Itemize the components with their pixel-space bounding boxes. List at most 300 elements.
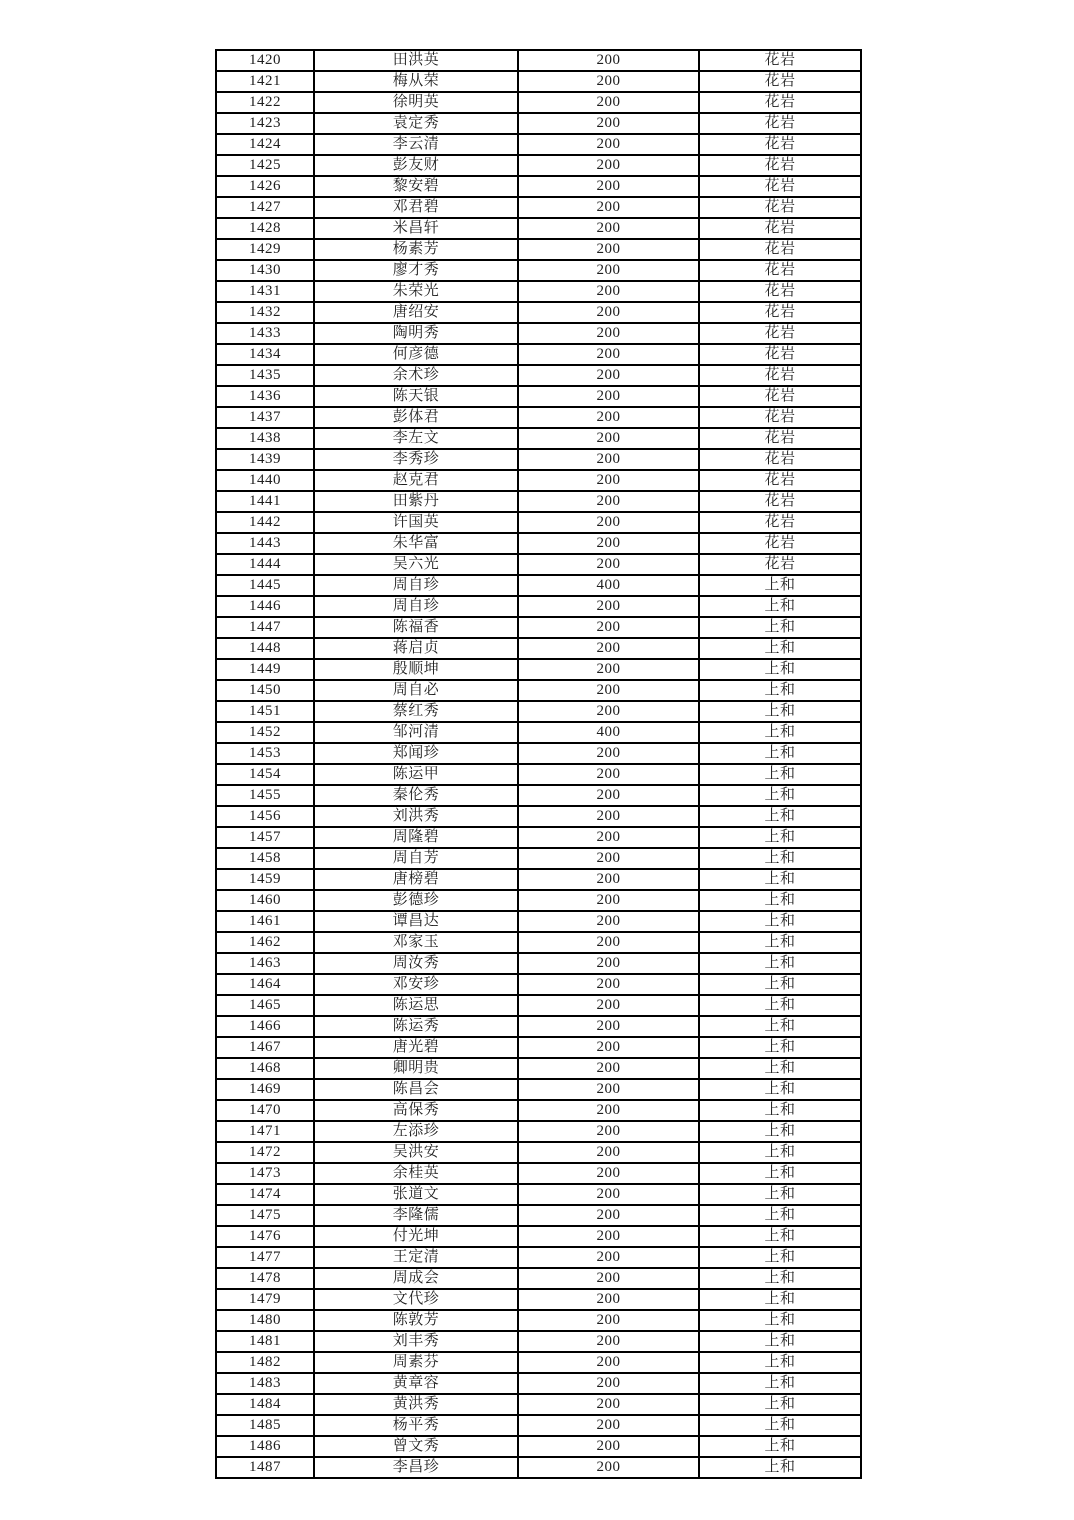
table-row bbox=[216, 197, 861, 218]
village-cell: 上和 bbox=[699, 1373, 861, 1394]
village-cell: 上和 bbox=[699, 701, 861, 722]
village-cell: 花岩 bbox=[699, 365, 861, 386]
serial-number-cell: 1481 bbox=[216, 1331, 314, 1352]
table-row bbox=[216, 575, 861, 596]
village-cell: 上和 bbox=[699, 1100, 861, 1121]
person-name-cell: 吴六光 bbox=[314, 554, 518, 575]
village-cell: 上和 bbox=[699, 1415, 861, 1436]
table-row bbox=[216, 470, 861, 491]
table-row bbox=[216, 1394, 861, 1415]
village-cell: 花岩 bbox=[699, 155, 861, 176]
person-name-cell: 周自珍 bbox=[314, 575, 518, 596]
village-cell: 花岩 bbox=[699, 386, 861, 407]
serial-number-cell: 1427 bbox=[216, 197, 314, 218]
amount-cell: 200 bbox=[518, 470, 699, 491]
serial-number-cell: 1451 bbox=[216, 701, 314, 722]
village-cell: 花岩 bbox=[699, 407, 861, 428]
amount-cell: 200 bbox=[518, 1163, 699, 1184]
table-row bbox=[216, 785, 861, 806]
table-row bbox=[216, 743, 861, 764]
person-name-cell: 黄洪秀 bbox=[314, 1394, 518, 1415]
amount-cell: 200 bbox=[518, 218, 699, 239]
amount-cell: 200 bbox=[518, 1289, 699, 1310]
serial-number-cell: 1424 bbox=[216, 134, 314, 155]
amount-cell: 200 bbox=[518, 491, 699, 512]
person-name-cell: 邹河清 bbox=[314, 722, 518, 743]
table-row bbox=[216, 1457, 861, 1478]
amount-cell: 200 bbox=[518, 1016, 699, 1037]
person-name-cell: 唐光碧 bbox=[314, 1037, 518, 1058]
amount-cell: 200 bbox=[518, 785, 699, 806]
village-cell: 上和 bbox=[699, 806, 861, 827]
village-cell: 花岩 bbox=[699, 281, 861, 302]
village-cell: 花岩 bbox=[699, 344, 861, 365]
table-row bbox=[216, 638, 861, 659]
person-name-cell: 王定清 bbox=[314, 1247, 518, 1268]
person-name-cell: 刘丰秀 bbox=[314, 1331, 518, 1352]
person-name-cell: 廖才秀 bbox=[314, 260, 518, 281]
amount-cell: 200 bbox=[518, 932, 699, 953]
person-name-cell: 黎安碧 bbox=[314, 176, 518, 197]
serial-number-cell: 1460 bbox=[216, 890, 314, 911]
amount-cell: 200 bbox=[518, 701, 699, 722]
village-cell: 花岩 bbox=[699, 218, 861, 239]
amount-cell: 200 bbox=[518, 323, 699, 344]
person-name-cell: 何彦德 bbox=[314, 344, 518, 365]
table-row bbox=[216, 407, 861, 428]
serial-number-cell: 1459 bbox=[216, 869, 314, 890]
village-cell: 花岩 bbox=[699, 134, 861, 155]
serial-number-cell: 1469 bbox=[216, 1079, 314, 1100]
table-row bbox=[216, 1142, 861, 1163]
table-row bbox=[216, 491, 861, 512]
village-cell: 上和 bbox=[699, 890, 861, 911]
village-cell: 上和 bbox=[699, 1331, 861, 1352]
village-cell: 上和 bbox=[699, 1268, 861, 1289]
person-name-cell: 黄章容 bbox=[314, 1373, 518, 1394]
payment-list-table bbox=[215, 49, 862, 1479]
person-name-cell: 朱华富 bbox=[314, 533, 518, 554]
table-row bbox=[216, 92, 861, 113]
person-name-cell: 陈昌会 bbox=[314, 1079, 518, 1100]
village-cell: 上和 bbox=[699, 1121, 861, 1142]
amount-cell: 200 bbox=[518, 1184, 699, 1205]
amount-cell: 200 bbox=[518, 1226, 699, 1247]
serial-number-cell: 1482 bbox=[216, 1352, 314, 1373]
amount-cell: 200 bbox=[518, 1457, 699, 1478]
amount-cell: 200 bbox=[518, 113, 699, 134]
table-row bbox=[216, 995, 861, 1016]
person-name-cell: 秦伦秀 bbox=[314, 785, 518, 806]
table-row bbox=[216, 680, 861, 701]
serial-number-cell: 1440 bbox=[216, 470, 314, 491]
village-cell: 上和 bbox=[699, 869, 861, 890]
village-cell: 上和 bbox=[699, 974, 861, 995]
serial-number-cell: 1468 bbox=[216, 1058, 314, 1079]
amount-cell: 200 bbox=[518, 1415, 699, 1436]
village-cell: 上和 bbox=[699, 1436, 861, 1457]
person-name-cell: 陶明秀 bbox=[314, 323, 518, 344]
amount-cell: 200 bbox=[518, 1247, 699, 1268]
serial-number-cell: 1442 bbox=[216, 512, 314, 533]
table-row bbox=[216, 1079, 861, 1100]
village-cell: 上和 bbox=[699, 659, 861, 680]
amount-cell: 200 bbox=[518, 554, 699, 575]
amount-cell: 200 bbox=[518, 449, 699, 470]
person-name-cell: 周隆碧 bbox=[314, 827, 518, 848]
amount-cell: 200 bbox=[518, 869, 699, 890]
serial-number-cell: 1433 bbox=[216, 323, 314, 344]
person-name-cell: 陈运甲 bbox=[314, 764, 518, 785]
person-name-cell: 唐绍安 bbox=[314, 302, 518, 323]
village-cell: 上和 bbox=[699, 764, 861, 785]
amount-cell: 200 bbox=[518, 92, 699, 113]
serial-number-cell: 1461 bbox=[216, 911, 314, 932]
table-row bbox=[216, 596, 861, 617]
village-cell: 上和 bbox=[699, 1142, 861, 1163]
village-cell: 上和 bbox=[699, 1247, 861, 1268]
serial-number-cell: 1466 bbox=[216, 1016, 314, 1037]
person-name-cell: 周自芳 bbox=[314, 848, 518, 869]
amount-cell: 200 bbox=[518, 680, 699, 701]
serial-number-cell: 1450 bbox=[216, 680, 314, 701]
amount-cell: 200 bbox=[518, 596, 699, 617]
village-cell: 上和 bbox=[699, 638, 861, 659]
serial-number-cell: 1437 bbox=[216, 407, 314, 428]
table-row bbox=[216, 1415, 861, 1436]
person-name-cell: 余术珍 bbox=[314, 365, 518, 386]
table-row bbox=[216, 281, 861, 302]
village-cell: 上和 bbox=[699, 1226, 861, 1247]
serial-number-cell: 1463 bbox=[216, 953, 314, 974]
serial-number-cell: 1446 bbox=[216, 596, 314, 617]
table-row bbox=[216, 113, 861, 134]
village-cell: 花岩 bbox=[699, 197, 861, 218]
village-cell: 上和 bbox=[699, 1352, 861, 1373]
serial-number-cell: 1480 bbox=[216, 1310, 314, 1331]
table-row bbox=[216, 1037, 861, 1058]
amount-cell: 200 bbox=[518, 197, 699, 218]
person-name-cell: 邓家玉 bbox=[314, 932, 518, 953]
table-row bbox=[216, 1247, 861, 1268]
table-row bbox=[216, 890, 861, 911]
village-cell: 上和 bbox=[699, 575, 861, 596]
person-name-cell: 左添珍 bbox=[314, 1121, 518, 1142]
amount-cell: 200 bbox=[518, 953, 699, 974]
serial-number-cell: 1422 bbox=[216, 92, 314, 113]
serial-number-cell: 1479 bbox=[216, 1289, 314, 1310]
serial-number-cell: 1486 bbox=[216, 1436, 314, 1457]
amount-cell: 400 bbox=[518, 722, 699, 743]
village-cell: 花岩 bbox=[699, 512, 861, 533]
table-row bbox=[216, 1289, 861, 1310]
village-cell: 花岩 bbox=[699, 470, 861, 491]
village-cell: 上和 bbox=[699, 722, 861, 743]
serial-number-cell: 1478 bbox=[216, 1268, 314, 1289]
person-name-cell: 袁定秀 bbox=[314, 113, 518, 134]
table-row bbox=[216, 869, 861, 890]
village-cell: 上和 bbox=[699, 1058, 861, 1079]
serial-number-cell: 1464 bbox=[216, 974, 314, 995]
serial-number-cell: 1472 bbox=[216, 1142, 314, 1163]
amount-cell: 200 bbox=[518, 176, 699, 197]
person-name-cell: 陈福香 bbox=[314, 617, 518, 638]
person-name-cell: 蔡红秀 bbox=[314, 701, 518, 722]
serial-number-cell: 1443 bbox=[216, 533, 314, 554]
serial-number-cell: 1441 bbox=[216, 491, 314, 512]
serial-number-cell: 1445 bbox=[216, 575, 314, 596]
table-row bbox=[216, 1205, 861, 1226]
village-cell: 上和 bbox=[699, 617, 861, 638]
serial-number-cell: 1470 bbox=[216, 1100, 314, 1121]
amount-cell: 200 bbox=[518, 1121, 699, 1142]
amount-cell: 200 bbox=[518, 134, 699, 155]
person-name-cell: 朱荣光 bbox=[314, 281, 518, 302]
person-name-cell: 吴洪安 bbox=[314, 1142, 518, 1163]
serial-number-cell: 1476 bbox=[216, 1226, 314, 1247]
amount-cell: 200 bbox=[518, 1331, 699, 1352]
amount-cell: 200 bbox=[518, 239, 699, 260]
amount-cell: 200 bbox=[518, 281, 699, 302]
amount-cell: 200 bbox=[518, 344, 699, 365]
table-row bbox=[216, 386, 861, 407]
person-name-cell: 刘洪秀 bbox=[314, 806, 518, 827]
amount-cell: 200 bbox=[518, 827, 699, 848]
village-cell: 上和 bbox=[699, 1457, 861, 1478]
table-row bbox=[216, 239, 861, 260]
person-name-cell: 文代珍 bbox=[314, 1289, 518, 1310]
person-name-cell: 高保秀 bbox=[314, 1100, 518, 1121]
table-row bbox=[216, 1268, 861, 1289]
person-name-cell: 陈天银 bbox=[314, 386, 518, 407]
person-name-cell: 许国英 bbox=[314, 512, 518, 533]
serial-number-cell: 1431 bbox=[216, 281, 314, 302]
table-row bbox=[216, 344, 861, 365]
person-name-cell: 卿明贵 bbox=[314, 1058, 518, 1079]
table-row bbox=[216, 302, 861, 323]
amount-cell: 200 bbox=[518, 302, 699, 323]
village-cell: 上和 bbox=[699, 827, 861, 848]
person-name-cell: 殷顺坤 bbox=[314, 659, 518, 680]
village-cell: 上和 bbox=[699, 1394, 861, 1415]
person-name-cell: 周素芬 bbox=[314, 1352, 518, 1373]
table-row bbox=[216, 827, 861, 848]
amount-cell: 200 bbox=[518, 1100, 699, 1121]
amount-cell: 200 bbox=[518, 407, 699, 428]
amount-cell: 200 bbox=[518, 659, 699, 680]
table-row bbox=[216, 1226, 861, 1247]
serial-number-cell: 1430 bbox=[216, 260, 314, 281]
table-row bbox=[216, 155, 861, 176]
person-name-cell: 陈运思 bbox=[314, 995, 518, 1016]
village-cell: 上和 bbox=[699, 953, 861, 974]
table-row bbox=[216, 1436, 861, 1457]
amount-cell: 200 bbox=[518, 806, 699, 827]
serial-number-cell: 1447 bbox=[216, 617, 314, 638]
person-name-cell: 付光坤 bbox=[314, 1226, 518, 1247]
village-cell: 花岩 bbox=[699, 50, 861, 71]
village-cell: 上和 bbox=[699, 743, 861, 764]
serial-number-cell: 1429 bbox=[216, 239, 314, 260]
table-row bbox=[216, 1016, 861, 1037]
person-name-cell: 陈运秀 bbox=[314, 1016, 518, 1037]
village-cell: 花岩 bbox=[699, 92, 861, 113]
village-cell: 花岩 bbox=[699, 302, 861, 323]
village-cell: 花岩 bbox=[699, 449, 861, 470]
table-row bbox=[216, 1184, 861, 1205]
serial-number-cell: 1421 bbox=[216, 71, 314, 92]
amount-cell: 200 bbox=[518, 155, 699, 176]
serial-number-cell: 1471 bbox=[216, 1121, 314, 1142]
table-row bbox=[216, 659, 861, 680]
person-name-cell: 张道文 bbox=[314, 1184, 518, 1205]
village-cell: 上和 bbox=[699, 1079, 861, 1100]
amount-cell: 200 bbox=[518, 512, 699, 533]
amount-cell: 200 bbox=[518, 1058, 699, 1079]
amount-cell: 200 bbox=[518, 848, 699, 869]
village-cell: 花岩 bbox=[699, 113, 861, 134]
village-cell: 上和 bbox=[699, 596, 861, 617]
person-name-cell: 蒋启贞 bbox=[314, 638, 518, 659]
serial-number-cell: 1434 bbox=[216, 344, 314, 365]
serial-number-cell: 1456 bbox=[216, 806, 314, 827]
village-cell: 上和 bbox=[699, 785, 861, 806]
village-cell: 上和 bbox=[699, 680, 861, 701]
person-name-cell: 余桂英 bbox=[314, 1163, 518, 1184]
table-row bbox=[216, 554, 861, 575]
serial-number-cell: 1449 bbox=[216, 659, 314, 680]
amount-cell: 200 bbox=[518, 995, 699, 1016]
table-row bbox=[216, 1331, 861, 1352]
amount-cell: 200 bbox=[518, 50, 699, 71]
table-row bbox=[216, 953, 861, 974]
table-row bbox=[216, 533, 861, 554]
person-name-cell: 李昌珍 bbox=[314, 1457, 518, 1478]
serial-number-cell: 1457 bbox=[216, 827, 314, 848]
amount-cell: 200 bbox=[518, 617, 699, 638]
table-row bbox=[216, 974, 861, 995]
serial-number-cell: 1462 bbox=[216, 932, 314, 953]
person-name-cell: 曾文秀 bbox=[314, 1436, 518, 1457]
table-row bbox=[216, 260, 861, 281]
person-name-cell: 周自必 bbox=[314, 680, 518, 701]
person-name-cell: 梅从荣 bbox=[314, 71, 518, 92]
person-name-cell: 李左文 bbox=[314, 428, 518, 449]
person-name-cell: 邓安珍 bbox=[314, 974, 518, 995]
serial-number-cell: 1455 bbox=[216, 785, 314, 806]
table-row bbox=[216, 1373, 861, 1394]
amount-cell: 200 bbox=[518, 743, 699, 764]
table-row bbox=[216, 1100, 861, 1121]
village-cell: 上和 bbox=[699, 1016, 861, 1037]
amount-cell: 200 bbox=[518, 533, 699, 554]
amount-cell: 200 bbox=[518, 1205, 699, 1226]
serial-number-cell: 1487 bbox=[216, 1457, 314, 1478]
serial-number-cell: 1452 bbox=[216, 722, 314, 743]
table-row bbox=[216, 365, 861, 386]
village-cell: 上和 bbox=[699, 848, 861, 869]
serial-number-cell: 1439 bbox=[216, 449, 314, 470]
serial-number-cell: 1453 bbox=[216, 743, 314, 764]
serial-number-cell: 1428 bbox=[216, 218, 314, 239]
amount-cell: 200 bbox=[518, 911, 699, 932]
table-row bbox=[216, 848, 861, 869]
table-row bbox=[216, 71, 861, 92]
amount-cell: 200 bbox=[518, 764, 699, 785]
serial-number-cell: 1436 bbox=[216, 386, 314, 407]
table-row bbox=[216, 1163, 861, 1184]
village-cell: 花岩 bbox=[699, 533, 861, 554]
serial-number-cell: 1448 bbox=[216, 638, 314, 659]
serial-number-cell: 1465 bbox=[216, 995, 314, 1016]
table-row bbox=[216, 50, 861, 71]
amount-cell: 200 bbox=[518, 1037, 699, 1058]
table-row bbox=[216, 932, 861, 953]
village-cell: 花岩 bbox=[699, 491, 861, 512]
amount-cell: 200 bbox=[518, 1310, 699, 1331]
table-row bbox=[216, 701, 861, 722]
table-row bbox=[216, 323, 861, 344]
amount-cell: 200 bbox=[518, 1373, 699, 1394]
serial-number-cell: 1474 bbox=[216, 1184, 314, 1205]
amount-cell: 200 bbox=[518, 71, 699, 92]
person-name-cell: 周成会 bbox=[314, 1268, 518, 1289]
serial-number-cell: 1475 bbox=[216, 1205, 314, 1226]
table-row bbox=[216, 806, 861, 827]
table-row bbox=[216, 428, 861, 449]
village-cell: 上和 bbox=[699, 932, 861, 953]
serial-number-cell: 1435 bbox=[216, 365, 314, 386]
village-cell: 上和 bbox=[699, 911, 861, 932]
table-row bbox=[216, 512, 861, 533]
amount-cell: 200 bbox=[518, 1268, 699, 1289]
serial-number-cell: 1484 bbox=[216, 1394, 314, 1415]
serial-number-cell: 1454 bbox=[216, 764, 314, 785]
person-name-cell: 邓君碧 bbox=[314, 197, 518, 218]
person-name-cell: 谭昌达 bbox=[314, 911, 518, 932]
serial-number-cell: 1425 bbox=[216, 155, 314, 176]
village-cell: 花岩 bbox=[699, 554, 861, 575]
table-row bbox=[216, 911, 861, 932]
table-row bbox=[216, 617, 861, 638]
table-row bbox=[216, 722, 861, 743]
serial-number-cell: 1438 bbox=[216, 428, 314, 449]
person-name-cell: 陈敦芳 bbox=[314, 1310, 518, 1331]
table-body bbox=[216, 50, 861, 1478]
amount-cell: 200 bbox=[518, 1079, 699, 1100]
serial-number-cell: 1483 bbox=[216, 1373, 314, 1394]
amount-cell: 200 bbox=[518, 1142, 699, 1163]
serial-number-cell: 1467 bbox=[216, 1037, 314, 1058]
village-cell: 上和 bbox=[699, 1037, 861, 1058]
village-cell: 花岩 bbox=[699, 428, 861, 449]
serial-number-cell: 1432 bbox=[216, 302, 314, 323]
amount-cell: 200 bbox=[518, 260, 699, 281]
table-row bbox=[216, 1352, 861, 1373]
village-cell: 上和 bbox=[699, 1205, 861, 1226]
table-row bbox=[216, 1058, 861, 1079]
serial-number-cell: 1420 bbox=[216, 50, 314, 71]
village-cell: 花岩 bbox=[699, 71, 861, 92]
person-name-cell: 唐榜碧 bbox=[314, 869, 518, 890]
person-name-cell: 李隆儒 bbox=[314, 1205, 518, 1226]
serial-number-cell: 1458 bbox=[216, 848, 314, 869]
village-cell: 花岩 bbox=[699, 176, 861, 197]
person-name-cell: 郑闻珍 bbox=[314, 743, 518, 764]
person-name-cell: 周自珍 bbox=[314, 596, 518, 617]
person-name-cell: 徐明英 bbox=[314, 92, 518, 113]
person-name-cell: 杨平秀 bbox=[314, 1415, 518, 1436]
